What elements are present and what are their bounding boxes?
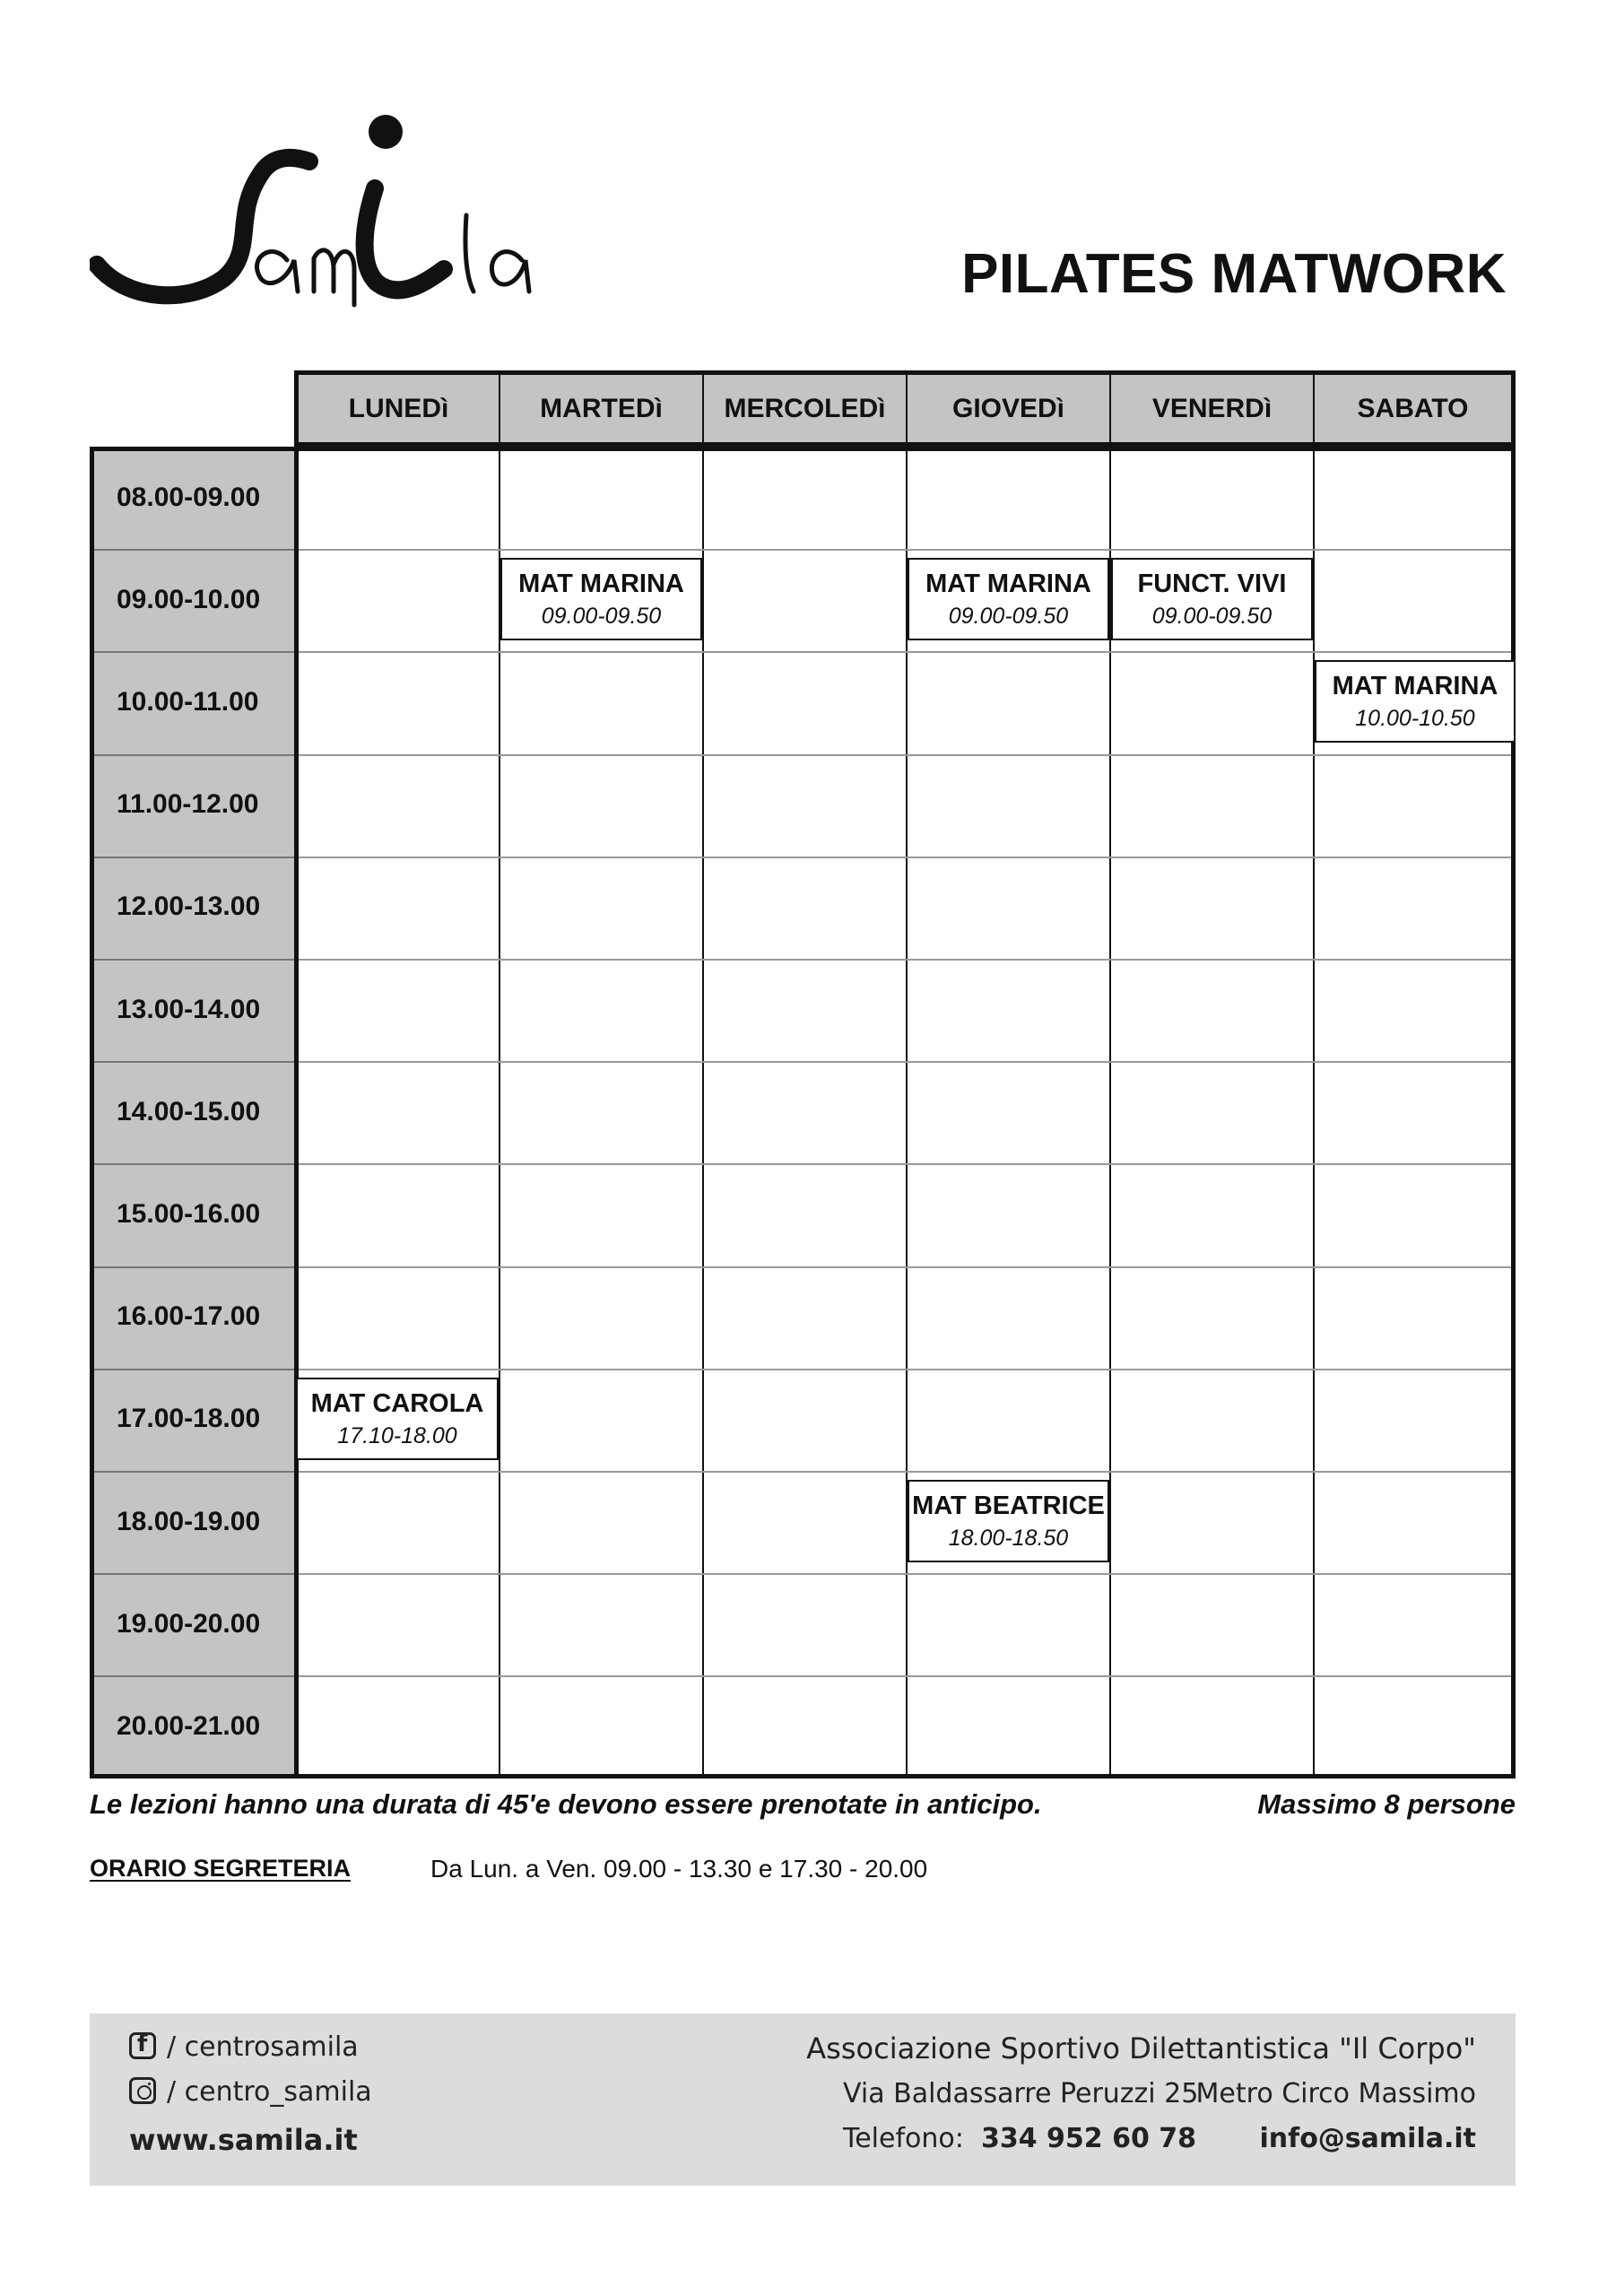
row-divider xyxy=(94,1369,299,1370)
row-divider xyxy=(299,1369,1511,1370)
row-divider xyxy=(299,1471,1511,1473)
time-slot: 13.00-14.00 xyxy=(117,994,261,1024)
column-divider xyxy=(702,451,704,1774)
day-header: GIOVEDì xyxy=(906,370,1109,447)
page-title: PILATES MATWORK xyxy=(961,243,1507,305)
row-divider xyxy=(94,549,299,551)
time-slot: 11.00-12.00 xyxy=(117,789,259,820)
time-slot: 20.00-21.00 xyxy=(117,1710,261,1741)
lesson-name: FUNCT. VIVI xyxy=(1137,570,1287,599)
address: Via Baldassarre Peruzzi 25 xyxy=(843,2078,1199,2109)
column-divider xyxy=(499,451,500,1774)
lesson-time: 18.00-18.50 xyxy=(948,1526,1069,1551)
column-divider xyxy=(1109,451,1111,1774)
time-slot: 15.00-16.00 xyxy=(117,1198,261,1229)
time-slot: 16.00-17.00 xyxy=(117,1301,261,1332)
lesson-time: 09.00-09.50 xyxy=(948,604,1069,630)
phone-number[interactable]: 334 952 60 78 xyxy=(980,2123,1197,2154)
time-slot: 14.00-15.00 xyxy=(117,1096,261,1126)
office-hours: Da Lun. a Ven. 09.00 - 13.30 e 17.30 - 20.00 xyxy=(430,1855,928,1883)
website-link[interactable]: www.samila.it xyxy=(129,2123,358,2157)
time-slot: 19.00-20.00 xyxy=(117,1608,261,1639)
row-divider xyxy=(94,1061,299,1063)
row-divider xyxy=(94,1163,299,1165)
day-header: MERCOLEDì xyxy=(702,370,906,447)
lesson-name: MAT BEATRICE xyxy=(912,1492,1105,1520)
day-header: SABATO xyxy=(1313,370,1516,447)
lesson-time: 09.00-09.50 xyxy=(1151,604,1273,630)
row-divider xyxy=(299,754,1511,756)
row-divider xyxy=(299,857,1511,858)
metro-station: Metro Circo Massimo xyxy=(1195,2078,1476,2109)
row-divider xyxy=(299,1675,1511,1677)
lesson-name: MAT MARINA xyxy=(518,570,684,599)
lesson-time: 17.10-18.00 xyxy=(337,1422,457,1448)
row-divider xyxy=(299,1573,1511,1575)
row-divider xyxy=(94,1675,299,1677)
row-divider xyxy=(299,1266,1511,1268)
association-name: Associazione Sportivo Dilettantistica "Il Corpo" xyxy=(806,2031,1476,2066)
row-divider xyxy=(94,754,299,756)
phone: Telefono: 334 952 60 78 xyxy=(843,2123,1197,2154)
row-divider xyxy=(299,1163,1511,1165)
lesson-name: MAT MARINA xyxy=(1332,672,1498,701)
lesson-time: 09.00-09.50 xyxy=(541,604,662,630)
email-link[interactable]: info@samila.it xyxy=(1259,2123,1476,2154)
capacity-note: Massimo 8 persone xyxy=(1257,1788,1516,1820)
time-slot: 09.00-10.00 xyxy=(117,584,261,614)
lesson-block xyxy=(908,1480,1109,1562)
lesson-block xyxy=(1315,660,1516,743)
day-header: LUNEDì xyxy=(294,370,499,447)
row-divider xyxy=(94,857,299,858)
footer xyxy=(90,2013,1516,2186)
office-hours-label: ORARIO SEGRETERIA xyxy=(90,1855,352,1882)
row-divider xyxy=(299,549,1511,551)
samila-logo xyxy=(90,108,538,332)
lesson-name: MAT MARINA xyxy=(925,570,1091,599)
instagram-icon xyxy=(129,2077,156,2104)
lesson-block xyxy=(296,1378,499,1460)
instagram-handle[interactable]: / centro_samila xyxy=(129,2076,372,2108)
time-slot: 08.00-09.00 xyxy=(117,482,261,512)
time-slot: 17.00-18.00 xyxy=(117,1404,261,1434)
row-divider xyxy=(299,1061,1511,1063)
column-divider xyxy=(906,451,908,1774)
day-header: MARTEDì xyxy=(499,370,702,447)
row-divider xyxy=(94,959,299,961)
duration-note: Le lezioni hanno una durata di 45'e devono essere prenotate in anticipo. xyxy=(90,1788,1042,1820)
facebook-handle[interactable]: f/ centrosamila xyxy=(129,2031,359,2063)
time-column xyxy=(90,447,294,1779)
row-divider xyxy=(299,651,1511,653)
schedule-grid xyxy=(294,447,1516,1779)
lesson-time: 10.00-10.50 xyxy=(1355,706,1475,732)
schedule-table xyxy=(90,370,1516,1779)
lesson-block xyxy=(1111,558,1313,640)
lesson-block xyxy=(500,558,702,640)
time-slot: 18.00-19.00 xyxy=(117,1506,261,1536)
facebook-icon xyxy=(129,2032,156,2059)
row-divider xyxy=(94,1266,299,1268)
column-divider xyxy=(1313,451,1315,1774)
lesson-name: MAT CAROLA xyxy=(310,1388,484,1418)
day-header: VENERDì xyxy=(1109,370,1313,447)
time-slot: 10.00-11.00 xyxy=(117,686,259,717)
lesson-block xyxy=(908,558,1109,640)
row-divider xyxy=(94,651,299,653)
time-slot: 12.00-13.00 xyxy=(117,891,261,922)
row-divider xyxy=(94,1471,299,1473)
row-divider xyxy=(94,1573,299,1575)
row-divider xyxy=(299,959,1511,961)
